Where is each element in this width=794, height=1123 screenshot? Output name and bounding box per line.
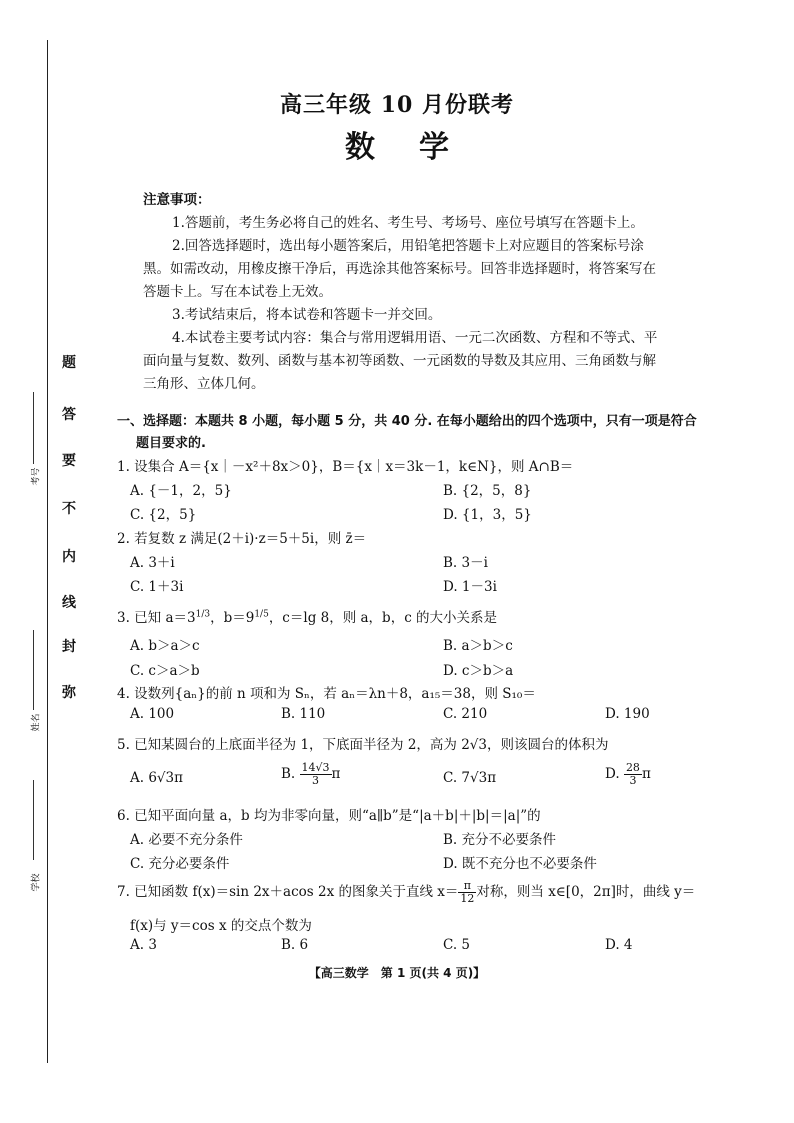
notice-line-3: 黑。如需改动，用橡皮擦干净后，再选涂其他答案标号。回答非选择题时，将答案写在 bbox=[143, 261, 656, 277]
margin-label-2: 答 bbox=[62, 407, 76, 423]
q4-stem: 4. 设数列{aₙ}的前 n 项和为 Sₙ，若 aₙ＝λn＋8，a₁₅＝38，则 S₁₀＝ bbox=[117, 686, 536, 702]
q3-stem-part3: ，c＝lg 8，则 a，b，c 的大小关系是 bbox=[268, 610, 498, 626]
q1-option-a: A. {－1，2，5} bbox=[130, 483, 232, 499]
q5-option-b-pi: π bbox=[331, 766, 341, 782]
q7-fraction-denominator: 12 bbox=[460, 892, 475, 905]
q1-stem: 1. 设集合 A＝{x｜－x²＋8x＞0}，B＝{x｜x＝3k－1，k∈N}，则 A∩B＝ bbox=[117, 459, 574, 475]
q4-option-d: D. 190 bbox=[605, 706, 650, 722]
notice-line-5: 3.考试结束后，将本试卷和答题卡一并交回。 bbox=[172, 307, 442, 323]
margin-label-6: 线 bbox=[62, 595, 76, 611]
q5-option-b-numerator: 14√3 bbox=[301, 761, 330, 774]
q5-option-d-pi: π bbox=[641, 766, 651, 782]
page-footer: 【高三数学 第 1 页(共 4 页)】 bbox=[308, 966, 486, 980]
class-blank bbox=[33, 780, 34, 860]
q3-stem-part1: 3. 已知 a＝3 bbox=[117, 610, 196, 626]
q7-fraction bbox=[458, 880, 476, 905]
q6-option-c: C. 充分必要条件 bbox=[130, 856, 230, 872]
admission-field-label: 考号 bbox=[31, 467, 42, 486]
q2-option-c: C. 1＋3i bbox=[130, 579, 184, 595]
q6-stem: 6. 已知平面向量 a，b 均为非零向量，则“a∥b”是“|a＋b|＋|b|＝|a|”的 bbox=[117, 808, 541, 824]
q5-option-d-denominator: 3 bbox=[629, 774, 637, 787]
q5-option-d-fraction bbox=[624, 762, 642, 787]
q6-option-b: B. 充分不必要条件 bbox=[443, 832, 557, 848]
section-heading-cont: 题目要求的. bbox=[136, 436, 206, 451]
q5-option-d-label: D. bbox=[605, 766, 620, 782]
binding-line bbox=[47, 40, 48, 1063]
admission-blank bbox=[33, 392, 34, 464]
q3-option-c: C. c＞a＞b bbox=[130, 663, 200, 679]
q2-option-b: B. 3－i bbox=[443, 555, 488, 571]
q5-stem: 5. 已知某圆台的上底面半径为 1，下底面半径为 2，高为 2√3，则该圆台的体积为 bbox=[117, 737, 609, 753]
q2-stem: 2. 若复数 z 满足(2＋i)·z＝5＋5i，则 z̄＝ bbox=[117, 531, 367, 547]
q1-option-b: B. {2，5，8} bbox=[443, 483, 532, 499]
margin-label-8: 弥 bbox=[62, 685, 76, 701]
q5-option-c: C. 7√3π bbox=[443, 770, 497, 786]
q3-option-b: B. a＞b＞c bbox=[443, 638, 513, 654]
notice-line-1: 1.答题前，考生务必将自己的姓名、考生号、考场号、座位号填写在答题卡上。 bbox=[172, 215, 644, 231]
q5-option-b bbox=[281, 762, 340, 787]
q7-stem-part1: 7. 已知函数 f(x)＝sin 2x＋acos 2x 的图象关于直线 x＝ bbox=[117, 884, 459, 900]
q6-option-a: A. 必要不充分条件 bbox=[130, 832, 243, 848]
q3-stem-part2: ，b＝9 bbox=[210, 610, 255, 626]
q3-stem bbox=[117, 606, 497, 626]
exam-title: 高三年级 10 月份联考 bbox=[280, 92, 514, 118]
notice-heading: 注意事项： bbox=[143, 192, 211, 208]
notice-line-6: 4.本试卷主要考试内容：集合与常用逻辑用语、一元二次函数、方程和不等式、平 bbox=[172, 330, 658, 346]
q6-option-d: D. 既不充分也不必要条件 bbox=[443, 856, 597, 872]
school-field-label: 学校 bbox=[31, 873, 42, 892]
q5-option-b-label: B. bbox=[281, 766, 296, 782]
q5-option-d-numerator: 28 bbox=[625, 761, 640, 774]
q7-stem-cont: f(x)与 y＝cos x 的交点个数为 bbox=[130, 918, 312, 934]
q3-option-d: D. c＞b＞a bbox=[443, 663, 514, 679]
q1-option-c: C. {2，5} bbox=[130, 507, 197, 523]
q2-option-d: D. 1－3i bbox=[443, 579, 497, 595]
q3-exponent-2: 1/5 bbox=[254, 609, 269, 620]
q2-option-a: A. 3＋i bbox=[130, 555, 175, 571]
q4-option-c: C. 210 bbox=[443, 706, 488, 722]
q3-exponent-1: 1/3 bbox=[195, 609, 211, 620]
q1-option-d: D. {1，3，5} bbox=[443, 507, 532, 523]
margin-label-1: 题 bbox=[62, 355, 76, 371]
q7-fraction-numerator: π bbox=[458, 880, 476, 893]
section-heading: 一、选择题：本题共 8 小题，每小题 5 分，共 40 分. 在每小题给出的四个选项中，只有一项是符合 bbox=[117, 414, 697, 429]
q5-option-b-denominator: 3 bbox=[312, 774, 320, 787]
notice-line-2: 2.回答选择题时，选出每小题答案后，用铅笔把答题卡上对应题目的答案标号涂 bbox=[172, 238, 644, 254]
name-blank bbox=[33, 630, 34, 710]
subject-title: 数学 bbox=[345, 130, 493, 165]
q7-option-b: B. 6 bbox=[281, 937, 309, 953]
margin-label-5: 内 bbox=[62, 549, 76, 565]
margin-label-7: 封 bbox=[62, 639, 76, 655]
q3-option-a: A. b＞a＞c bbox=[130, 638, 200, 654]
notice-line-4: 答题卡上。写在本试卷上无效。 bbox=[143, 284, 332, 300]
q7-option-c: C. 5 bbox=[443, 937, 471, 953]
notice-line-8: 三角形、立体几何。 bbox=[143, 376, 265, 392]
q5-option-a: A. 6√3π bbox=[130, 770, 183, 786]
q7-stem-part2: 对称，则当 x∈[0，2π]时，曲线 y＝ bbox=[476, 884, 696, 900]
q4-option-b: B. 110 bbox=[281, 706, 326, 722]
q7-option-a: A. 3 bbox=[130, 937, 157, 953]
notice-line-7: 面向量与复数、数列、函数与基本初等函数、一元函数的导数及其应用、三角函数与解 bbox=[143, 353, 656, 369]
q5-option-d bbox=[605, 762, 651, 787]
margin-label-3: 要 bbox=[62, 453, 76, 469]
name-field-label: 姓名 bbox=[31, 713, 42, 732]
margin-label-4: 不 bbox=[62, 501, 76, 517]
q5-option-b-fraction bbox=[300, 762, 332, 787]
q7-stem bbox=[117, 880, 695, 905]
q4-option-a: A. 100 bbox=[130, 706, 175, 722]
q7-option-d: D. 4 bbox=[605, 937, 633, 953]
